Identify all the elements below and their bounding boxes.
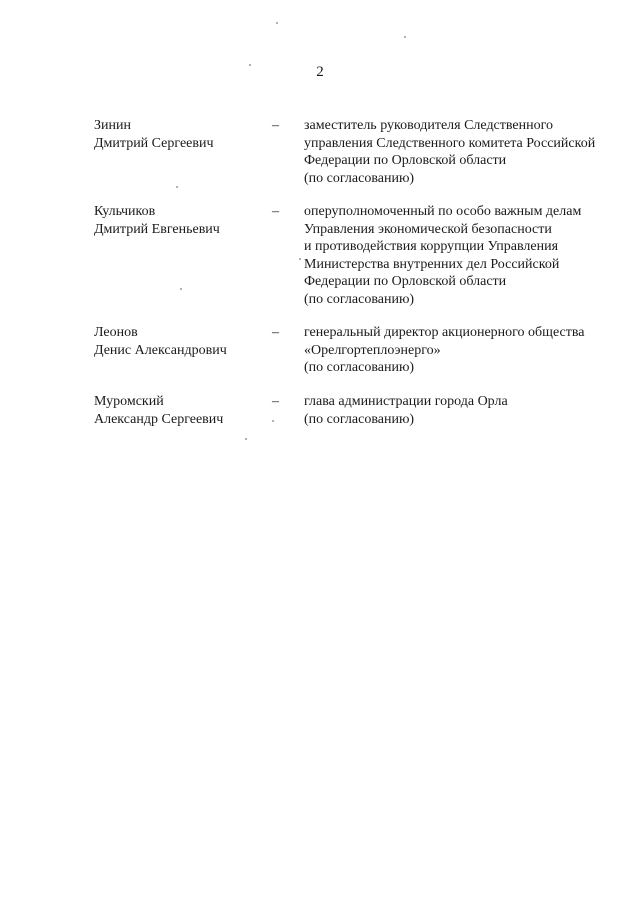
member-given-names: Денис Александрович: [94, 342, 227, 358]
scan-speck: [404, 36, 406, 38]
dash-separator: –: [272, 118, 279, 133]
position-line: Федерации по Орловской области: [304, 274, 507, 289]
position-line: (по согласованию): [304, 170, 415, 186]
position-line: Федерации по Орловской области: [304, 153, 507, 168]
position-line: «Орелгортеплоэнерго»: [304, 342, 441, 358]
member-position: [304, 393, 636, 428]
scan-speck: [249, 64, 251, 66]
scan-speck: [276, 22, 278, 24]
position-line: управления Следственного комитета Российской: [304, 135, 596, 151]
position-line: и противодействия коррупции Управления: [304, 239, 559, 254]
position-line: Министерства внутренних дел Российской: [304, 256, 560, 272]
position-line: заместитель руководителя Следственного: [304, 118, 554, 133]
member-surname: Муромский: [94, 394, 164, 409]
position-line: (по согласованию): [304, 411, 415, 427]
member-position: [304, 324, 636, 377]
dash-separator: –: [272, 325, 279, 340]
dash-separator: –: [272, 394, 279, 409]
member-surname: Леонов: [94, 325, 138, 340]
member-name: [94, 203, 269, 238]
page-number: 2: [316, 64, 324, 80]
scan-speck: [299, 258, 301, 260]
scan-speck: [272, 420, 274, 422]
position-line: Управления экономической безопасности: [304, 221, 552, 237]
position-line: оперуполномоченный по особо важным делам: [304, 204, 582, 219]
member-name: [94, 117, 269, 152]
position-line: (по согласованию): [304, 360, 415, 375]
member-surname: Зинин: [94, 118, 131, 133]
position-line: генеральный директор акционерного общества: [304, 325, 585, 340]
member-position: [304, 203, 636, 308]
member-position: [304, 117, 636, 187]
dash-separator: –: [272, 204, 279, 219]
position-line: глава администрации города Орла: [304, 394, 508, 409]
scan-speck: [176, 186, 178, 188]
member-name: [94, 324, 269, 359]
member-surname: Кульчиков: [94, 204, 156, 219]
member-name: [94, 393, 269, 428]
scan-speck: [245, 438, 247, 440]
scan-speck: [180, 288, 182, 290]
member-given-names: Дмитрий Сергеевич: [94, 135, 214, 151]
member-given-names: Александр Сергеевич: [94, 411, 224, 427]
position-line: (по согласованию): [304, 291, 415, 307]
member-given-names: Дмитрий Евгеньевич: [94, 221, 220, 237]
